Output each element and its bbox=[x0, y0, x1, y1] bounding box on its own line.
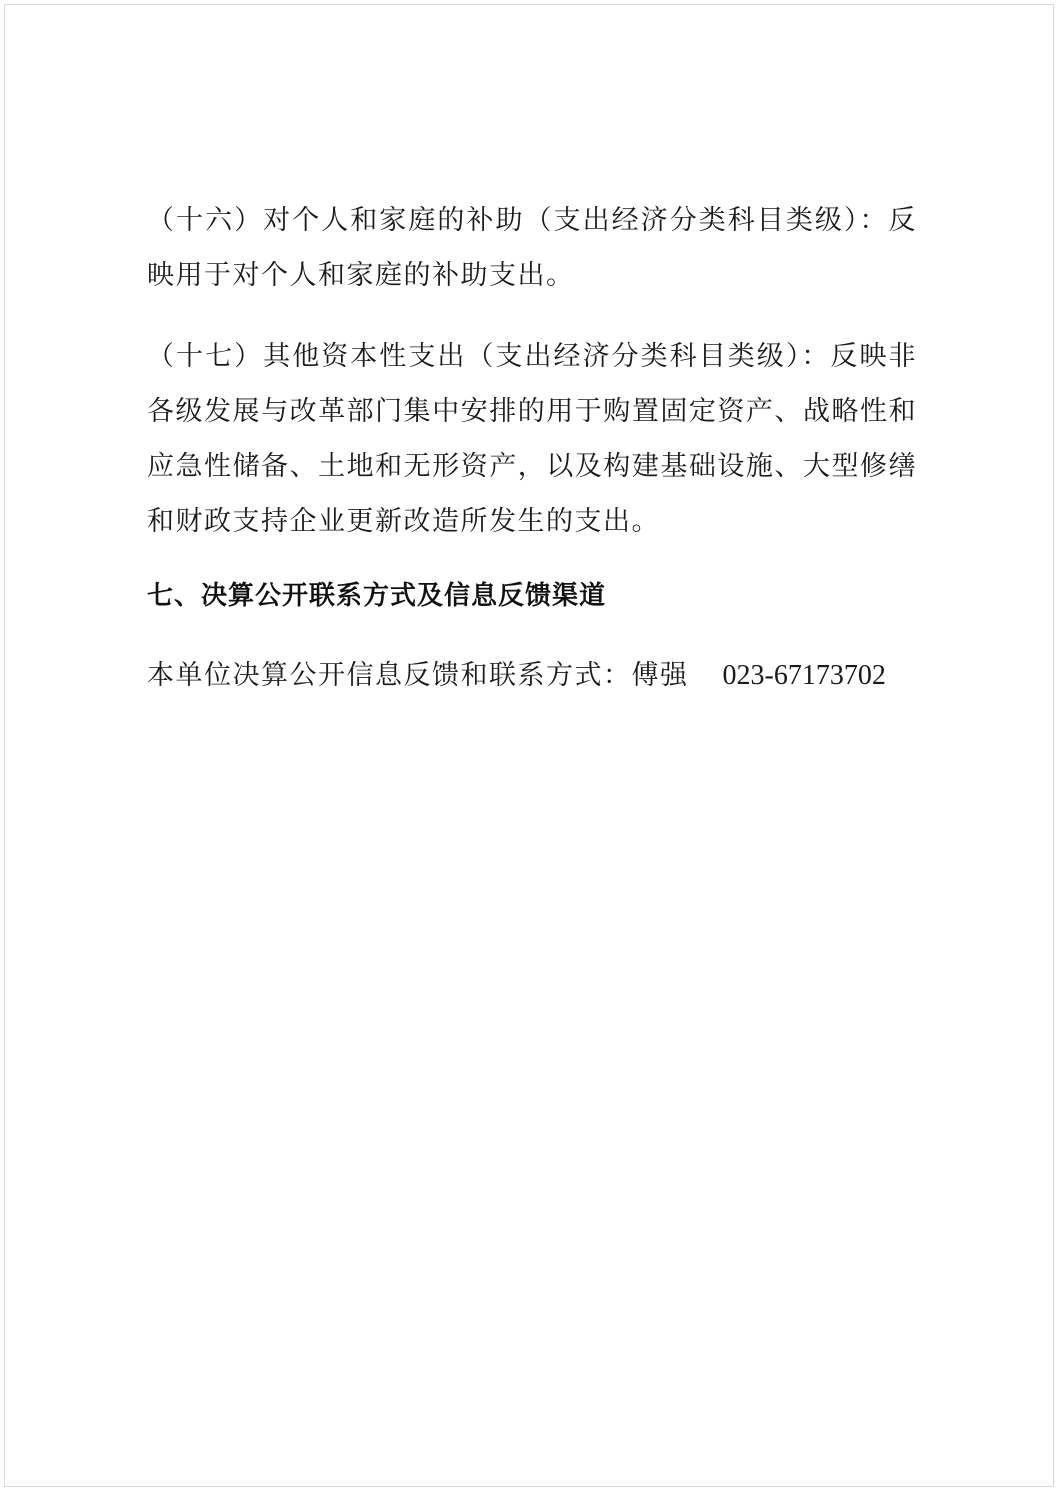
paragraph-item-17: （十七）其他资本性支出（支出经济分类科目类级）：反映非各级发展与改革部门集中安排的用于购置固定资产、战略性和应急性储备、土地和无形资产，以及构建基础设施、大型修缮和财政支持企业更新改造所发生的支出。 bbox=[147, 341, 917, 537]
document-page bbox=[4, 4, 1054, 1487]
contact-label: 本单位决算公开信息反馈和联系方式：傅强 bbox=[147, 660, 689, 691]
contact-phone: 023-67173702 bbox=[722, 660, 886, 691]
contact-line bbox=[147, 648, 917, 703]
section-heading-contact: 七、决算公开联系方式及信息反馈渠道 bbox=[147, 581, 607, 611]
paragraph-item-16: （十六）对个人和家庭的补助（支出经济分类科目类级）：反映用于对个人和家庭的补助支出。 bbox=[147, 205, 917, 291]
page-body bbox=[147, 193, 917, 703]
